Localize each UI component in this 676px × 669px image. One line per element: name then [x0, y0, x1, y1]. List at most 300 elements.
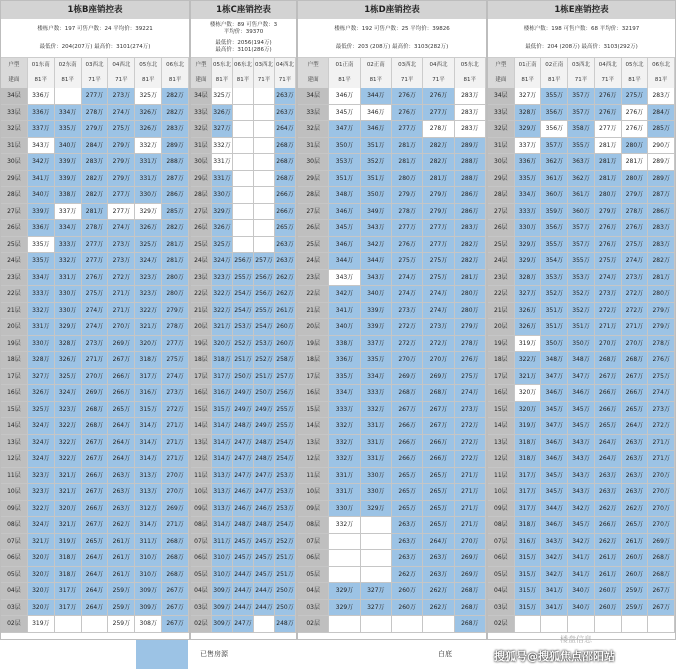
unit-cell: 281万 [595, 171, 622, 188]
unit-cell: 320万 [55, 501, 82, 518]
unit-cell: 271万 [108, 303, 135, 320]
floor-label: 24层 [298, 253, 329, 270]
watermark-secondary: 楼盘信息 [560, 635, 592, 644]
floor-label: 03层 [298, 600, 329, 617]
unit-cell: 261万 [622, 534, 649, 551]
unit-cell: 311万 [212, 534, 233, 551]
unit-cell: 343万 [568, 451, 595, 468]
unit-cell: 290万 [648, 138, 675, 155]
unit-cell: 267万 [82, 451, 109, 468]
unit-cell: 320万 [28, 567, 55, 584]
unit-cell: 282万 [82, 171, 109, 188]
header-cell: 81平 [622, 73, 649, 88]
unit-cell: 270万 [82, 369, 109, 386]
table-row [191, 550, 296, 567]
floor-label: 29层 [1, 171, 28, 188]
unit-cell [254, 154, 275, 171]
unit-cell: 341万 [541, 600, 568, 617]
unit-cell: 352万 [568, 286, 595, 303]
unit-cell: 334万 [28, 270, 55, 287]
unit-cell: 262万 [423, 600, 454, 617]
unit-cell: 261万 [108, 550, 135, 567]
table-row [1, 138, 189, 155]
unit-cell: 248万 [233, 517, 254, 534]
unit-cell: 325万 [135, 88, 162, 105]
unit-cell: 324万 [212, 253, 233, 270]
table-row [298, 468, 486, 485]
unit-cell: 268万 [622, 352, 649, 369]
unit-cell: 329万 [135, 204, 162, 221]
table-row [488, 88, 675, 105]
floor-label: 03层 [191, 600, 212, 617]
unit-cell: 272万 [162, 402, 189, 419]
floor-label: 21层 [488, 303, 515, 320]
floor-label: 05层 [488, 567, 515, 584]
unit-cell: 309万 [212, 616, 233, 633]
floor-label: 33层 [298, 105, 329, 122]
unit-cell: 347万 [541, 369, 568, 386]
unit-cell: 279万 [423, 187, 454, 204]
unit-cell [361, 567, 392, 584]
unit-cell: 342万 [361, 237, 392, 254]
floor-label: 21层 [298, 303, 329, 320]
unit-cell: 259万 [108, 616, 135, 633]
table-row [1, 154, 189, 171]
unit-cell: 309万 [212, 583, 233, 600]
unit-cell [329, 534, 360, 551]
unit-cell: 268万 [595, 352, 622, 369]
unit-cell: 265万 [423, 501, 454, 518]
unit-cell: 357万 [568, 220, 595, 237]
unit-cell: 346万 [329, 88, 360, 105]
unit-cell: 327万 [361, 583, 392, 600]
floor-label: 19层 [298, 336, 329, 353]
table-row [191, 121, 296, 138]
unit-cell: 275万 [622, 88, 649, 105]
unit-cell: 278万 [622, 204, 649, 221]
unit-cell: 320万 [515, 402, 542, 419]
unit-cell: 264万 [82, 600, 109, 617]
unit-cell: 265万 [423, 484, 454, 501]
floor-label: 26层 [191, 220, 212, 237]
header-cell: 71平 [82, 73, 109, 88]
unit-cell: 269万 [648, 534, 675, 551]
info-line: 楼栋户数：89 可售户数：3 [209, 22, 278, 28]
floor-label: 05层 [298, 567, 329, 584]
floor-label: 05层 [191, 567, 212, 584]
unit-cell: 281万 [82, 204, 109, 221]
floor-label: 31层 [488, 138, 515, 155]
table-row [488, 270, 675, 287]
unit-cell [361, 616, 392, 633]
header-cell: 03西北 [82, 58, 109, 73]
unit-cell: 335万 [361, 352, 392, 369]
unit-cell: 280万 [455, 303, 486, 320]
unit-cell: 352万 [541, 286, 568, 303]
unit-cell: 336万 [28, 220, 55, 237]
unit-header [191, 58, 296, 73]
unit-cell: 274万 [108, 105, 135, 122]
unit-cell: 277万 [595, 121, 622, 138]
unit-cell: 343万 [361, 220, 392, 237]
unit-cell: 256万 [254, 270, 275, 287]
unit-cell: 276万 [423, 88, 454, 105]
table-row [298, 567, 486, 584]
unit-cell: 330万 [135, 187, 162, 204]
unit-cell: 318万 [515, 451, 542, 468]
unit-cell: 268万 [82, 418, 109, 435]
header-cell: 71平 [108, 73, 135, 88]
unit-cell: 327万 [515, 88, 542, 105]
unit-cell: 322万 [55, 418, 82, 435]
table-row [488, 105, 675, 122]
floor-label: 16层 [298, 385, 329, 402]
header-cell: 建面 [1, 73, 28, 88]
block-1 [190, 0, 297, 640]
table-row [1, 336, 189, 353]
unit-cell: 275万 [392, 253, 423, 270]
unit-cell: 319万 [515, 418, 542, 435]
table-row [191, 583, 296, 600]
unit-cell: 348万 [568, 352, 595, 369]
floor-label: 21层 [1, 303, 28, 320]
table-row [488, 583, 675, 600]
header-cell: 06东北 [233, 58, 254, 73]
unit-cell: 244万 [233, 600, 254, 617]
table-row [488, 501, 675, 518]
unit-cell: 347万 [568, 369, 595, 386]
unit-cell: 284万 [82, 138, 109, 155]
unit-cell: 278万 [82, 105, 109, 122]
unit-cell: 253万 [275, 484, 296, 501]
header-cell: 01东南 [28, 58, 55, 73]
unit-cell: 262万 [275, 286, 296, 303]
unit-cell: 267万 [423, 418, 454, 435]
unit-cell: 271万 [648, 451, 675, 468]
unit-cell: 267万 [82, 435, 109, 452]
unit-cell: 333万 [55, 237, 82, 254]
table-row [298, 451, 486, 468]
table-row [191, 501, 296, 518]
unit-cell: 266万 [595, 402, 622, 419]
unit-cell: 310万 [135, 567, 162, 584]
floor-label: 15层 [1, 402, 28, 419]
unit-cell: 259万 [108, 600, 135, 617]
unit-cell: 273万 [108, 237, 135, 254]
table-row [488, 138, 675, 155]
unit-cell: 276万 [622, 121, 649, 138]
unit-cell: 263万 [275, 105, 296, 122]
unit-cell: 259万 [622, 583, 649, 600]
unit-cell: 323万 [55, 402, 82, 419]
table-row [298, 171, 486, 188]
unit-cell: 252万 [233, 336, 254, 353]
unit-cell: 310万 [212, 567, 233, 584]
floor-label: 26层 [1, 220, 28, 237]
unit-cell: 322万 [212, 286, 233, 303]
unit-cell: 332万 [329, 451, 360, 468]
unit-cell: 260万 [595, 583, 622, 600]
header-cell: 01正南 [515, 58, 542, 73]
unit-cell: 351万 [541, 303, 568, 320]
unit-cell: 271万 [162, 517, 189, 534]
unit-cell: 254万 [254, 319, 275, 336]
unit-cell: 270万 [648, 468, 675, 485]
unit-cell: 321万 [55, 484, 82, 501]
unit-cell: 279万 [622, 187, 649, 204]
unit-cell: 264万 [595, 451, 622, 468]
unit-cell: 261万 [275, 303, 296, 320]
unit-cell: 332万 [212, 138, 233, 155]
unit-cell: 270万 [392, 352, 423, 369]
unit-cell: 260万 [622, 550, 649, 567]
header-cell: 05东北 [622, 58, 649, 73]
unit-cell: 266万 [82, 468, 109, 485]
table-row [1, 534, 189, 551]
unit-cell: 277万 [423, 105, 454, 122]
floor-label: 03层 [1, 600, 28, 617]
unit-cell: 266万 [423, 435, 454, 452]
floor-label: 32层 [191, 121, 212, 138]
unit-cell: 318万 [515, 517, 542, 534]
unit-cell: 270万 [162, 484, 189, 501]
unit-cell: 253万 [233, 319, 254, 336]
unit-cell: 260万 [392, 583, 423, 600]
unit-cell: 267万 [392, 402, 423, 419]
unit-cell: 259万 [108, 583, 135, 600]
unit-cell: 261万 [108, 567, 135, 584]
unit-cell: 344万 [361, 253, 392, 270]
floor-label: 27层 [298, 204, 329, 221]
floor-label: 09层 [488, 501, 515, 518]
floor-label: 14层 [191, 418, 212, 435]
unit-cell: 345万 [541, 484, 568, 501]
unit-cell: 255万 [275, 402, 296, 419]
unit-cell: 332万 [329, 418, 360, 435]
unit-cell: 274万 [622, 253, 649, 270]
unit-cell: 346万 [361, 105, 392, 122]
table-row [191, 204, 296, 221]
unit-cell [541, 616, 568, 633]
unit-cell: 345万 [329, 220, 360, 237]
unit-cell: 277万 [392, 220, 423, 237]
unit-cell: 271万 [82, 352, 109, 369]
unit-cell: 266万 [82, 501, 109, 518]
unit-cell: 277万 [82, 88, 109, 105]
floor-label: 08层 [488, 517, 515, 534]
unit-cell: 266万 [108, 385, 135, 402]
unit-cell: 274万 [423, 286, 454, 303]
floor-label: 34层 [298, 88, 329, 105]
unit-cell: 338万 [329, 336, 360, 353]
unit-cell: 334万 [329, 385, 360, 402]
unit-cell: 328万 [55, 336, 82, 353]
unit-cell: 279万 [108, 171, 135, 188]
unit-cell: 329万 [361, 501, 392, 518]
unit-cell: 320万 [515, 385, 542, 402]
unit-cell: 356万 [541, 121, 568, 138]
unit-cell: 266万 [423, 451, 454, 468]
unit-cell: 363万 [568, 154, 595, 171]
floor-label: 11层 [488, 468, 515, 485]
table-row [1, 171, 189, 188]
unit-cell [233, 88, 254, 105]
header-cell: 71平 [568, 73, 595, 88]
table-row [298, 187, 486, 204]
unit-cell [82, 616, 109, 633]
unit-cell: 274万 [423, 303, 454, 320]
unit-cell: 343万 [568, 468, 595, 485]
header-cell: 71平 [275, 73, 296, 88]
unit-cell: 262万 [595, 501, 622, 518]
unit-cell: 270万 [162, 468, 189, 485]
unit-cell: 279万 [455, 319, 486, 336]
table-row [298, 534, 486, 551]
table-row [1, 303, 189, 320]
unit-cell: 346万 [541, 451, 568, 468]
unit-cell: 265万 [392, 468, 423, 485]
unit-cell: 350万 [568, 336, 595, 353]
floor-label: 10层 [191, 484, 212, 501]
unit-cell: 330万 [212, 187, 233, 204]
table-row [488, 385, 675, 402]
unit-cell: 341万 [28, 171, 55, 188]
unit-cell [254, 171, 275, 188]
floor-label: 08层 [191, 517, 212, 534]
unit-cell: 351万 [541, 319, 568, 336]
block-title: 1栋E座销控表 [488, 1, 675, 20]
unit-cell: 282万 [423, 154, 454, 171]
table-row [298, 435, 486, 452]
unit-cell: 352万 [361, 154, 392, 171]
table-row [488, 204, 675, 221]
floor-label: 12层 [191, 451, 212, 468]
floor-label: 27层 [488, 204, 515, 221]
unit-cell: 346万 [329, 237, 360, 254]
unit-cell: 244万 [254, 600, 275, 617]
unit-cell: 263万 [108, 501, 135, 518]
floor-label: 16层 [191, 385, 212, 402]
table-row [191, 105, 296, 122]
unit-cell: 262万 [108, 517, 135, 534]
unit-cell: 283万 [455, 121, 486, 138]
info-line: 平均价：39370 [223, 29, 264, 35]
table-row [488, 550, 675, 567]
table-row [1, 468, 189, 485]
header-cell: 04西北 [423, 58, 454, 73]
unit-cell: 330万 [55, 286, 82, 303]
unit-cell [361, 517, 392, 534]
floor-label: 09层 [298, 501, 329, 518]
table-row [191, 220, 296, 237]
unit-cell: 289万 [455, 138, 486, 155]
unit-cell: 326万 [212, 220, 233, 237]
unit-cell: 258万 [275, 352, 296, 369]
unit-cell: 342万 [541, 567, 568, 584]
unit-cell: 283万 [648, 237, 675, 254]
unit-cell: 264万 [108, 435, 135, 452]
unit-cell: 315万 [515, 550, 542, 567]
unit-cell: 336万 [28, 88, 55, 105]
unit-cell: 331万 [212, 171, 233, 188]
unit-cell: 277万 [423, 220, 454, 237]
unit-cell: 331万 [361, 451, 392, 468]
unit-cell: 284万 [648, 105, 675, 122]
unit-cell: 313万 [135, 468, 162, 485]
unit-cell: 272万 [392, 319, 423, 336]
table-row [298, 204, 486, 221]
floor-label: 06层 [191, 550, 212, 567]
unit-cell: 352万 [568, 303, 595, 320]
floor-label: 29层 [298, 171, 329, 188]
header-cell: 建面 [298, 73, 329, 88]
unit-header [298, 58, 486, 73]
floor-grid [1, 88, 189, 633]
unit-cell: 332万 [55, 253, 82, 270]
unit-cell: 343万 [568, 484, 595, 501]
floor-label: 20层 [191, 319, 212, 336]
table-row [191, 138, 296, 155]
unit-cell: 267万 [648, 600, 675, 617]
unit-cell: 320万 [28, 550, 55, 567]
unit-cell: 328万 [515, 270, 542, 287]
floor-label: 06层 [488, 550, 515, 567]
unit-cell: 278万 [392, 204, 423, 221]
unit-cell: 263万 [392, 550, 423, 567]
unit-cell: 257万 [254, 253, 275, 270]
unit-cell: 272万 [423, 336, 454, 353]
table-row [191, 418, 296, 435]
unit-cell: 245万 [254, 550, 275, 567]
unit-cell: 266万 [392, 435, 423, 452]
unit-cell: 337万 [515, 138, 542, 155]
unit-cell [233, 105, 254, 122]
unit-cell: 339万 [55, 154, 82, 171]
unit-cell: 283万 [455, 220, 486, 237]
unit-cell: 247万 [233, 468, 254, 485]
unit-cell: 313万 [212, 484, 233, 501]
unit-cell: 358万 [568, 121, 595, 138]
unit-cell: 271万 [455, 501, 486, 518]
header-cell: 81平 [135, 73, 162, 88]
unit-cell: 272万 [455, 451, 486, 468]
unit-cell: 266万 [392, 418, 423, 435]
unit-cell: 276万 [595, 88, 622, 105]
unit-cell: 262万 [622, 501, 649, 518]
unit-cell: 263万 [108, 484, 135, 501]
floor-label: 17层 [1, 369, 28, 386]
unit-cell: 282万 [648, 253, 675, 270]
floor-label: 06层 [298, 550, 329, 567]
table-row [1, 435, 189, 452]
header-cell: 81平 [28, 73, 55, 88]
unit-cell: 321万 [55, 468, 82, 485]
table-row [191, 567, 296, 584]
table-row [298, 501, 486, 518]
floor-label: 25层 [298, 237, 329, 254]
table-row [191, 319, 296, 336]
unit-cell: 263万 [622, 484, 649, 501]
unit-cell: 326万 [212, 105, 233, 122]
floor-label: 25层 [488, 237, 515, 254]
unit-cell: 343万 [28, 138, 55, 155]
unit-cell: 267万 [162, 600, 189, 617]
floor-label: 11层 [1, 468, 28, 485]
unit-cell: 279万 [108, 154, 135, 171]
unit-cell: 251万 [275, 567, 296, 584]
unit-cell: 339万 [361, 303, 392, 320]
unit-cell: 286万 [455, 204, 486, 221]
